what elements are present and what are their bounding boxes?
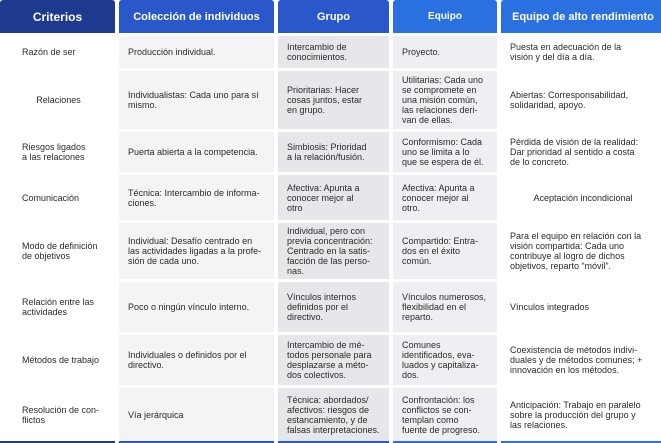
cell-alto-rendimiento: Aceptación incondicional xyxy=(501,175,661,220)
row-criterio: Relación entre las actividades xyxy=(0,282,115,332)
cell-alto-rendimiento: Coexistencia de métodos indivi- duales y de métodos comunes; + innovación en los métodos. xyxy=(501,335,661,385)
cell-grupo: Vínculos internos definidos por el directivo. xyxy=(278,282,389,332)
row-criterio: Riesgos ligados a las relaciones xyxy=(0,132,115,172)
row-criterio: Razón de ser xyxy=(0,36,115,68)
cell-equipo: Confrontación: los conflictos se con- templan como fuente de progreso. xyxy=(393,388,497,441)
cell-individuos: Técnica: Intercambio de informa- ciones. xyxy=(119,175,274,220)
cell-grupo: Afectiva: Apunta a conocer mejor al otro xyxy=(278,175,389,220)
cell-grupo: Intercambio de mé- todos personale para desplazarse a méto- dos colectivos. xyxy=(278,335,389,385)
cell-alto-rendimiento: Puesta en adecuación de la visión y del día a día. xyxy=(501,36,661,68)
cell-individuos: Individualistas: Cada uno para sí mismo. xyxy=(119,71,274,129)
cell-equipo: Comunes identificados, eva- luados y capitaliza- dos. xyxy=(393,335,497,385)
cell-grupo: Intercambio de conocimientos. xyxy=(278,36,389,68)
cell-individuos: Poco o ningún vínculo interno. xyxy=(119,282,274,332)
cell-equipo: Afectiva: Apunta a conocer mejor al otro. xyxy=(393,175,497,220)
cell-individuos: Producción individual. xyxy=(119,36,274,68)
row-criterio: Relaciones xyxy=(0,71,115,129)
header-grupo: Grupo xyxy=(278,0,389,33)
cell-individuos: Individual: Desafío centrado en las actividades ligadas a la profe- sión de cada uno. xyxy=(119,223,274,279)
cell-individuos: Vía jerárquica xyxy=(119,388,274,441)
cell-grupo: Individual, pero con previa concentración: Centrado en la satis- facción de las perso- nas. xyxy=(278,223,389,279)
row-criterio: Resolución de con- flictos xyxy=(0,388,115,441)
cell-grupo: Prioritarias: Hacer cosas juntos, estar en grupo. xyxy=(278,71,389,129)
row-criterio: Métodos de trabajo xyxy=(0,335,115,385)
header-criterios: Criterios xyxy=(0,0,115,33)
header-equipo: Equipo xyxy=(393,0,497,33)
cell-individuos: Puerta abierta a la competencia. xyxy=(119,132,274,172)
row-criterio: Comunicación xyxy=(0,175,115,220)
cell-equipo: Compartido: Entra- dos en el éxito común. xyxy=(393,223,497,279)
cell-grupo: Simbiosis: Prioridad a la relación/fusión. xyxy=(278,132,389,172)
cell-alto-rendimiento: Vínculos integrados xyxy=(501,282,661,332)
cell-individuos: Individuales o definidos por el directivo. xyxy=(119,335,274,385)
cell-alto-rendimiento: Para el equipo en relación con la visión compartida: Cada uno contribuye al logro de dichos objetivos, reparto “móvil”. xyxy=(501,223,661,279)
cell-equipo: Utilitarias: Cada uno se compromete en una misión común, las relaciones deri- van de ellas. xyxy=(393,71,497,129)
row-criterio: Modo de definición de objetivos xyxy=(0,223,115,279)
cell-alto-rendimiento: Anticipación: Trabajo en paralelo sobre la producción del grupo y las relaciones. xyxy=(501,388,661,441)
cell-grupo: Técnica: abordados/ afectivos: riesgos de estancamiento, y de falsas interpretaciones. xyxy=(278,388,389,441)
cell-equipo: Conformismo: Cada uno se limita a lo que se espera de él. xyxy=(393,132,497,172)
header-alto-rendimiento: Equipo de alto rendimiento xyxy=(501,0,661,33)
cell-alto-rendimiento: Pérdida de visión de la realidad: Dar prioridad al sentido a costa de lo concreto. xyxy=(501,132,661,172)
cell-alto-rendimiento: Abiertas: Corresponsabilidad, solidaridad, apoyo. xyxy=(501,71,661,129)
header-individuos: Colección de individuos xyxy=(119,0,274,33)
cell-equipo: Vínculos numerosos, flexibilidad en el reparto. xyxy=(393,282,497,332)
cell-equipo: Proyecto. xyxy=(393,36,497,68)
